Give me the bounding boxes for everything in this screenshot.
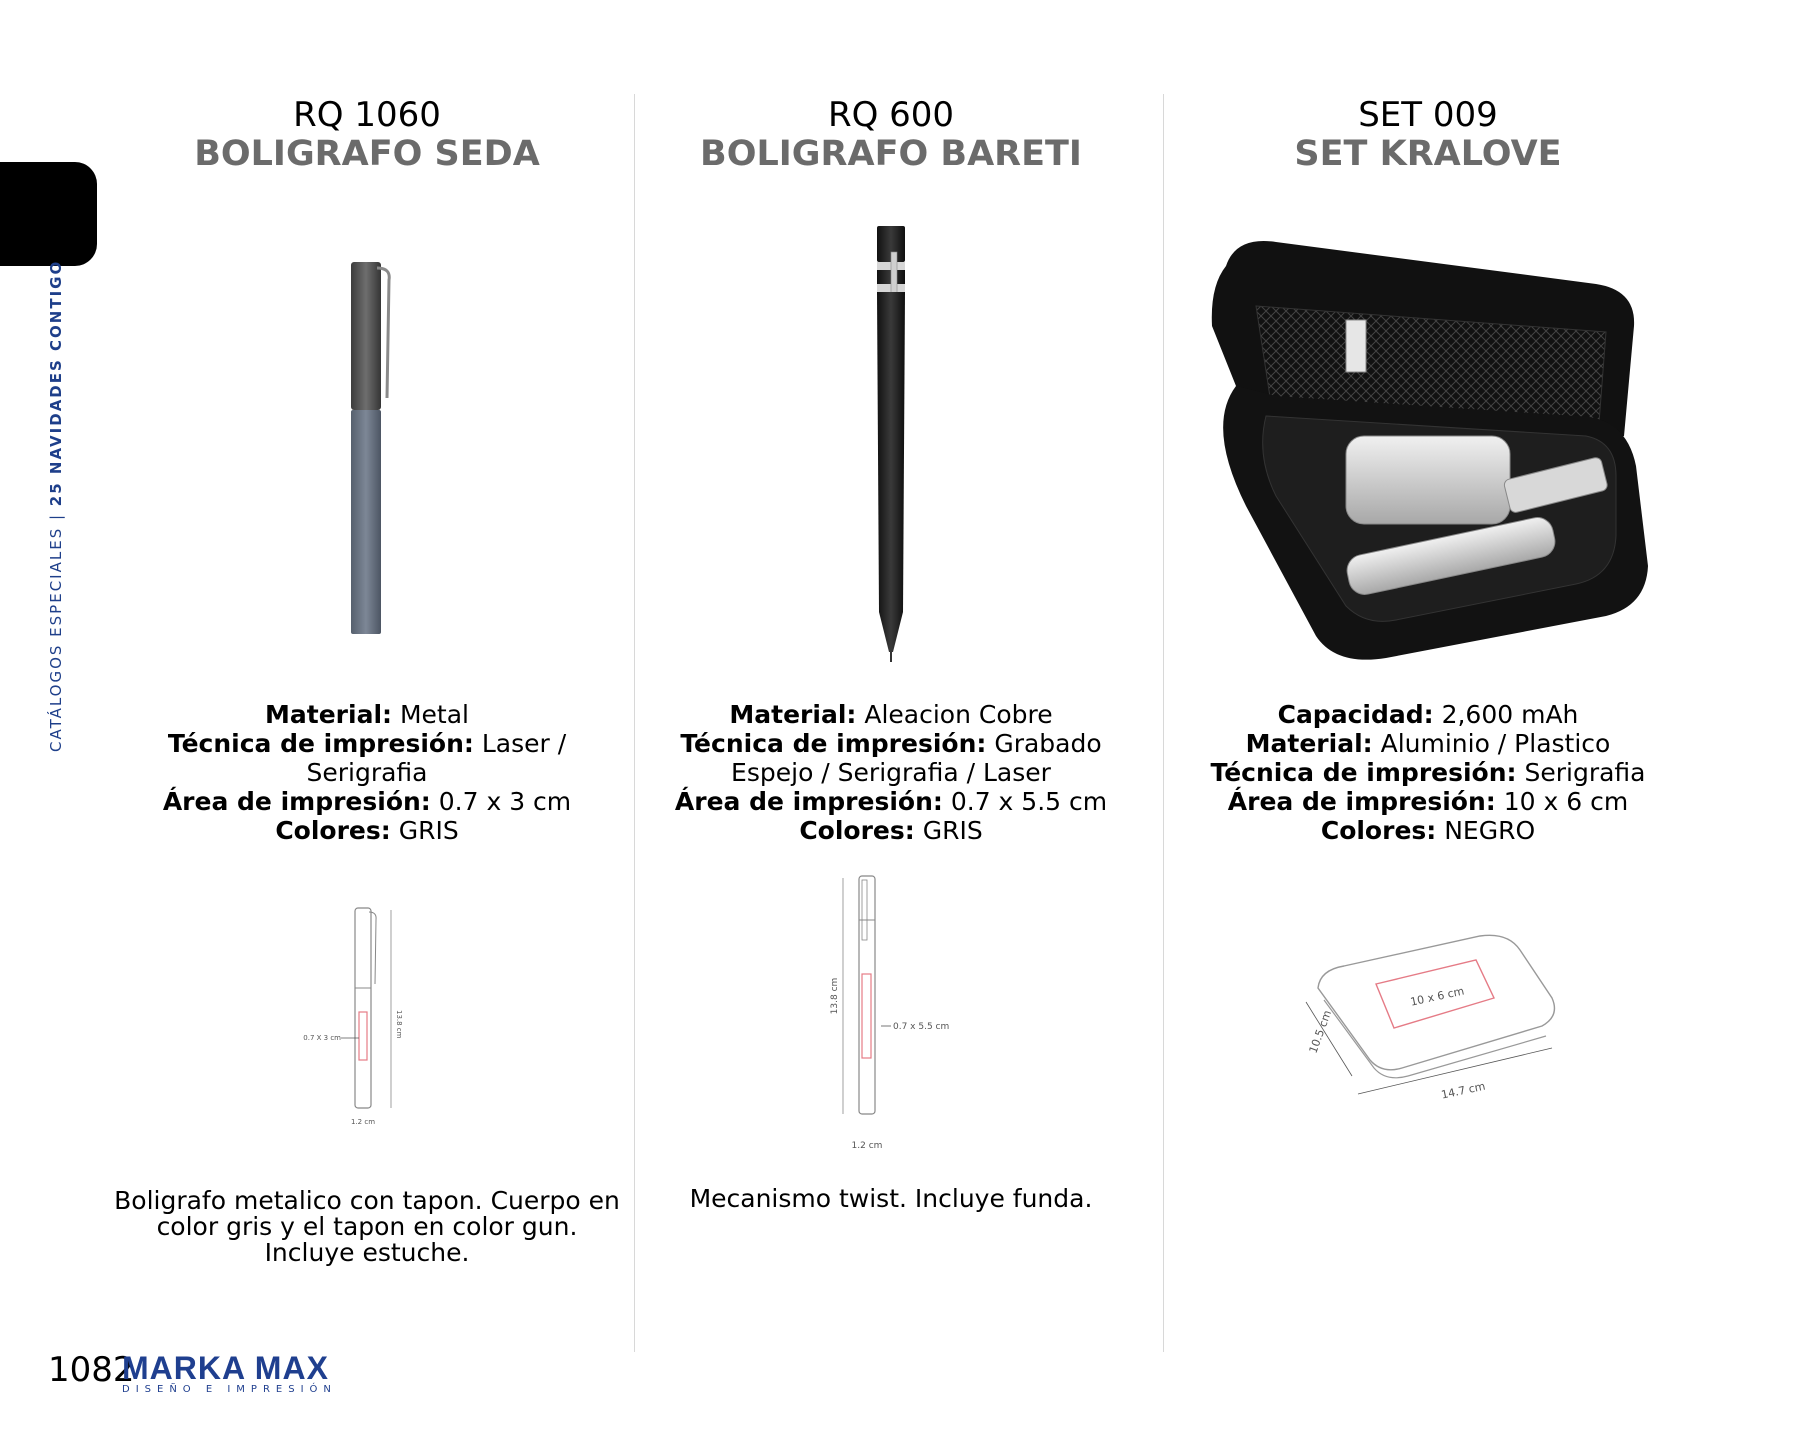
product-description: Boligrafo metalico con tapon. Cuerpo en color gris y el tapon en color gun. Incluye estuche. [114,1186,620,1267]
page-number: 1082 [48,1350,135,1390]
column-divider [1163,94,1164,1352]
product-specs: Material: Aleacion Cobre Técnica de impresión: Grabado Espejo / Serigrafia / Laser Área de impresión: 0.7 x 5.5 cm Colores: GRIS [674,700,1108,845]
section-tab [0,162,97,266]
height-label: 13.8 cm [830,977,840,1015]
product-code: SET 009 [1358,95,1498,135]
height-label: 10.5 cm [1306,1008,1335,1056]
product-name: BOLIGRAFO BARETI [700,134,1082,174]
pen-image [337,258,397,638]
product-card-set009 [1168,0,1688,1436]
product-code: RQ 1060 [293,95,441,135]
width-label: 14.7 cm [1440,1079,1487,1102]
brand-logo: MARKA MAX DISEÑO E IMPRESIÓN [122,1350,337,1395]
area-label: 10 x 6 cm [1409,984,1466,1009]
product-card-rq1060 [107,0,627,1436]
section-label: CATÁLOGOS ESPECIALES | 25 NAVIDADES CONTIGO [47,259,65,752]
height-label: 13.8 cm [395,1010,403,1039]
area-label: 0.7 x 5.5 cm [893,1022,950,1032]
product-name: SET KRALOVE [1294,134,1562,174]
width-label: 1.2 cm [851,1141,883,1151]
area-label: 0.7 X 3 cm [303,1034,341,1042]
gift-set-image [1196,236,1656,666]
product-name: BOLIGRAFO SEDA [194,134,540,174]
pen-image [871,222,911,668]
product-code: RQ 600 [827,95,955,135]
product-description: Mecanismo twist. Incluye funda. [689,1184,1093,1213]
product-card-rq600 [631,0,1151,1436]
width-label: 1.2 cm [350,1118,376,1126]
technical-drawing [297,900,427,1130]
product-specs: Capacidad: 2,600 mAh Material: Aluminio / Plastico Técnica de impresión: Serigrafia Área de impresión: 10 x 6 cm Colores: NEGRO [1210,700,1646,845]
technical-drawing [1298,926,1578,1106]
product-specs: Material: Metal Técnica de impresión: Laser / Serigrafia Área de impresión: 0.7 x 3 cm Colores: GRIS [162,700,572,845]
technical-drawing [821,870,981,1160]
